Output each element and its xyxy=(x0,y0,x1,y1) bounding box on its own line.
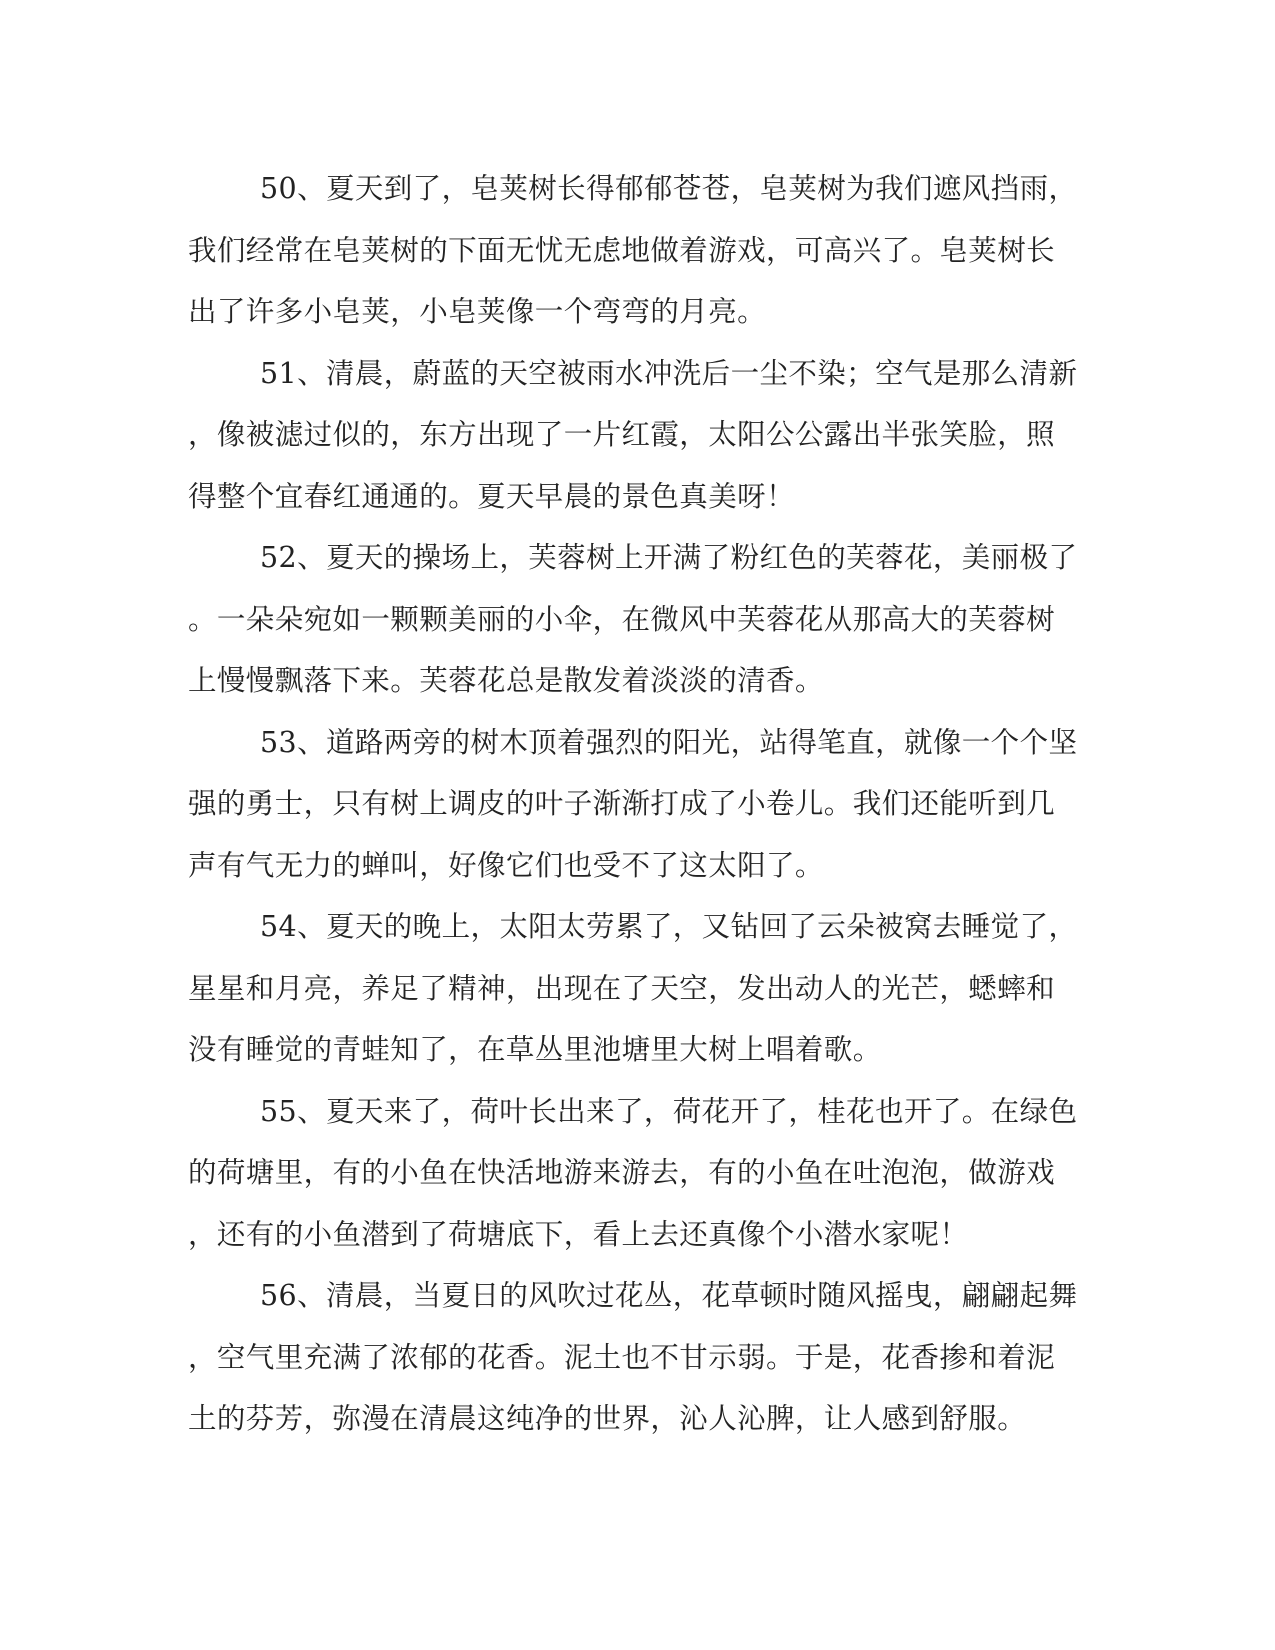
paragraph-line: 。一朵朵宛如一颗颗美丽的小伞，在微风中芙蓉花从那高大的芙蓉树 xyxy=(188,602,1056,636)
paragraph-line: 我们经常在皂荚树的下面无忧无虑地做着游戏，可高兴了。皂荚树长 xyxy=(188,233,1056,267)
paragraph-53 xyxy=(188,712,1078,897)
paragraph-line: 52、夏天的操场上，芙蓉树上开满了粉红色的芙蓉花，美丽极了 xyxy=(260,541,1078,574)
paragraph-line: 56、清晨，当夏日的风吹过花丛，花草顿时随风摇曳，翩翩起舞 xyxy=(260,1279,1078,1312)
paragraph-line: 上慢慢飘落下来。芙蓉花总是散发着淡淡的清香。 xyxy=(188,664,824,697)
paragraph-line: ，像被滤过似的，东方出现了一片红霞，太阳公公露出半张笑脸，照 xyxy=(188,418,1056,451)
paragraph-line: 声有气无力的蝉叫，好像它们也受不了这太阳了。 xyxy=(188,848,824,882)
paragraph-56 xyxy=(188,1265,1078,1450)
paragraph-line: ，空气里充满了浓郁的花香。泥土也不甘示弱。于是，花香掺和着泥 xyxy=(188,1340,1056,1374)
paragraph-52 xyxy=(188,527,1078,712)
paragraph-line: 出了许多小皂荚，小皂荚像一个弯弯的月亮。 xyxy=(188,295,767,328)
paragraph-line: 土的芬芳，弥漫在清晨这纯净的世界，沁人沁脾，让人感到舒服。 xyxy=(188,1402,1027,1435)
paragraph-54 xyxy=(188,896,1078,1081)
paragraph-line: 强的勇士，只有树上调皮的叶子渐渐打成了小卷儿。我们还能听到几 xyxy=(188,787,1056,820)
paragraph-line: 没有睡觉的青蛙知了，在草丛里池塘里大树上唱着歌。 xyxy=(188,1033,882,1066)
paragraph-50 xyxy=(188,158,1078,343)
paragraph-line: 50、夏天到了，皂荚树长得郁郁苍苍，皂荚树为我们遮风挡雨， xyxy=(260,172,1078,205)
document-body xyxy=(188,158,1078,1450)
paragraph-line: ，还有的小鱼潜到了荷塘底下，看上去还真像个小潜水家呢！ xyxy=(188,1217,969,1251)
paragraph-55 xyxy=(188,1081,1078,1266)
paragraph-line: 53、道路两旁的树木顶着强烈的阳光，站得笔直，就像一个个坚 xyxy=(260,725,1078,759)
paragraph-line: 55、夏天来了，荷叶长出来了，荷花开了，桂花也开了。在绿色 xyxy=(260,1094,1078,1128)
paragraph-line: 的荷塘里，有的小鱼在快活地游来游去，有的小鱼在吐泡泡，做游戏 xyxy=(188,1156,1056,1189)
paragraph-line: 51、清晨，蔚蓝的天空被雨水冲洗后一尘不染；空气是那么清新 xyxy=(260,356,1078,390)
paragraph-line: 星星和月亮，养足了精神，出现在了天空，发出动人的光芒，蟋蟀和 xyxy=(188,971,1056,1005)
paragraph-51 xyxy=(188,343,1078,528)
paragraph-line: 54、夏天的晚上，太阳太劳累了，又钻回了云朵被窝去睡觉了， xyxy=(260,910,1078,943)
paragraph-line: 得整个宜春红通通的。夏天早晨的景色真美呀！ xyxy=(188,479,795,513)
